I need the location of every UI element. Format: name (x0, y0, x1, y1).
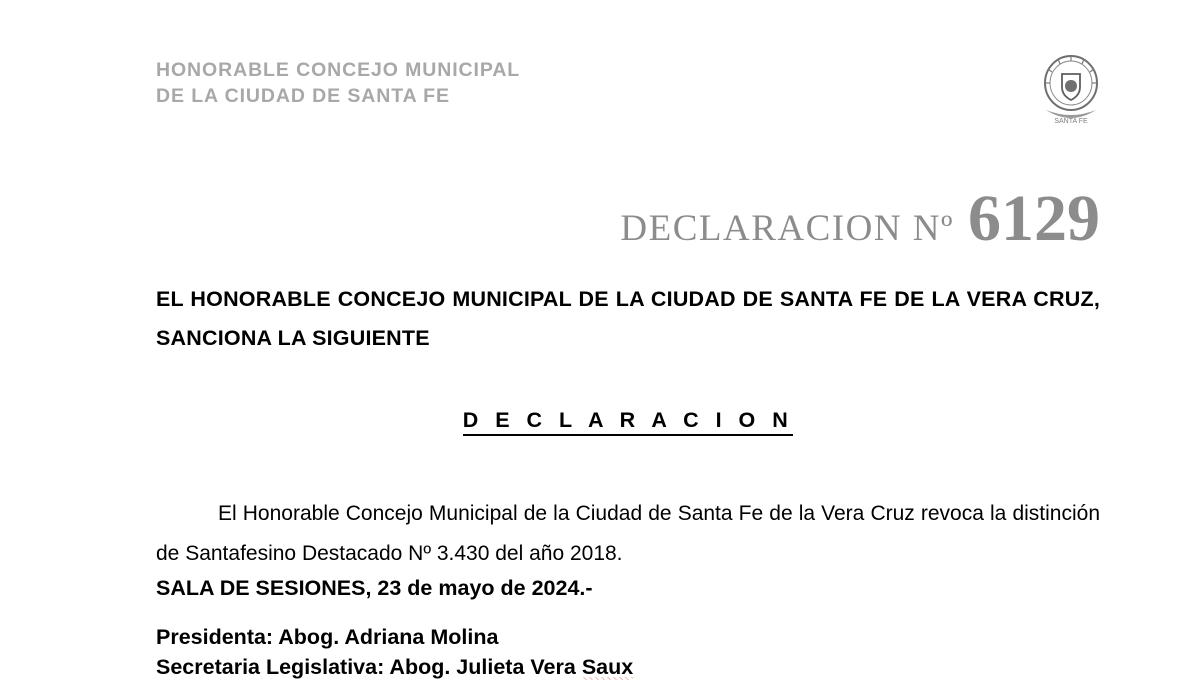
secretary-label: Secretaria Legislativa: Abog. Julieta Vera (156, 655, 582, 679)
secretary-surname: Saux (582, 655, 633, 683)
section-heading-label: D E C L A R A C I O N (463, 408, 794, 436)
body-text (156, 494, 1100, 574)
municipal-coat-of-arms-icon (1038, 52, 1104, 130)
page-title (620, 182, 1100, 255)
document-type-label: DECLARACION Nº (620, 208, 954, 249)
closing-block (156, 578, 1100, 688)
letterhead-line-1: HONORABLE CONCEJO MUNICIPAL (156, 59, 521, 81)
letterhead-line-2: DE LA CIUDAD DE SANTA FE (156, 84, 450, 107)
preamble-text: EL HONORABLE CONCEJO MUNICIPAL DE LA CIUDAD DE SANTA FE DE LA VERA CRUZ, SANCIONA LA SIGUIENTE (156, 287, 1100, 351)
body-paragraph: El Honorable Concejo Municipal de la Ciudad de Santa Fe de la Vera Cruz revoca la distinción de Santafesino Destacado Nº 3.430 del año 2018. (156, 502, 1100, 565)
document-number: 6129 (968, 182, 1100, 255)
president-signature-line: Presidenta: Abog. Adriana Molina (156, 624, 499, 649)
secretary-signature-line (156, 657, 1100, 679)
svg-text:SANTA FE: SANTA FE (1054, 118, 1088, 125)
letterhead (156, 58, 520, 109)
section-heading (156, 408, 1100, 433)
session-date-line: SALA DE SESIONES, 23 de mayo de 2024.- (156, 576, 593, 600)
